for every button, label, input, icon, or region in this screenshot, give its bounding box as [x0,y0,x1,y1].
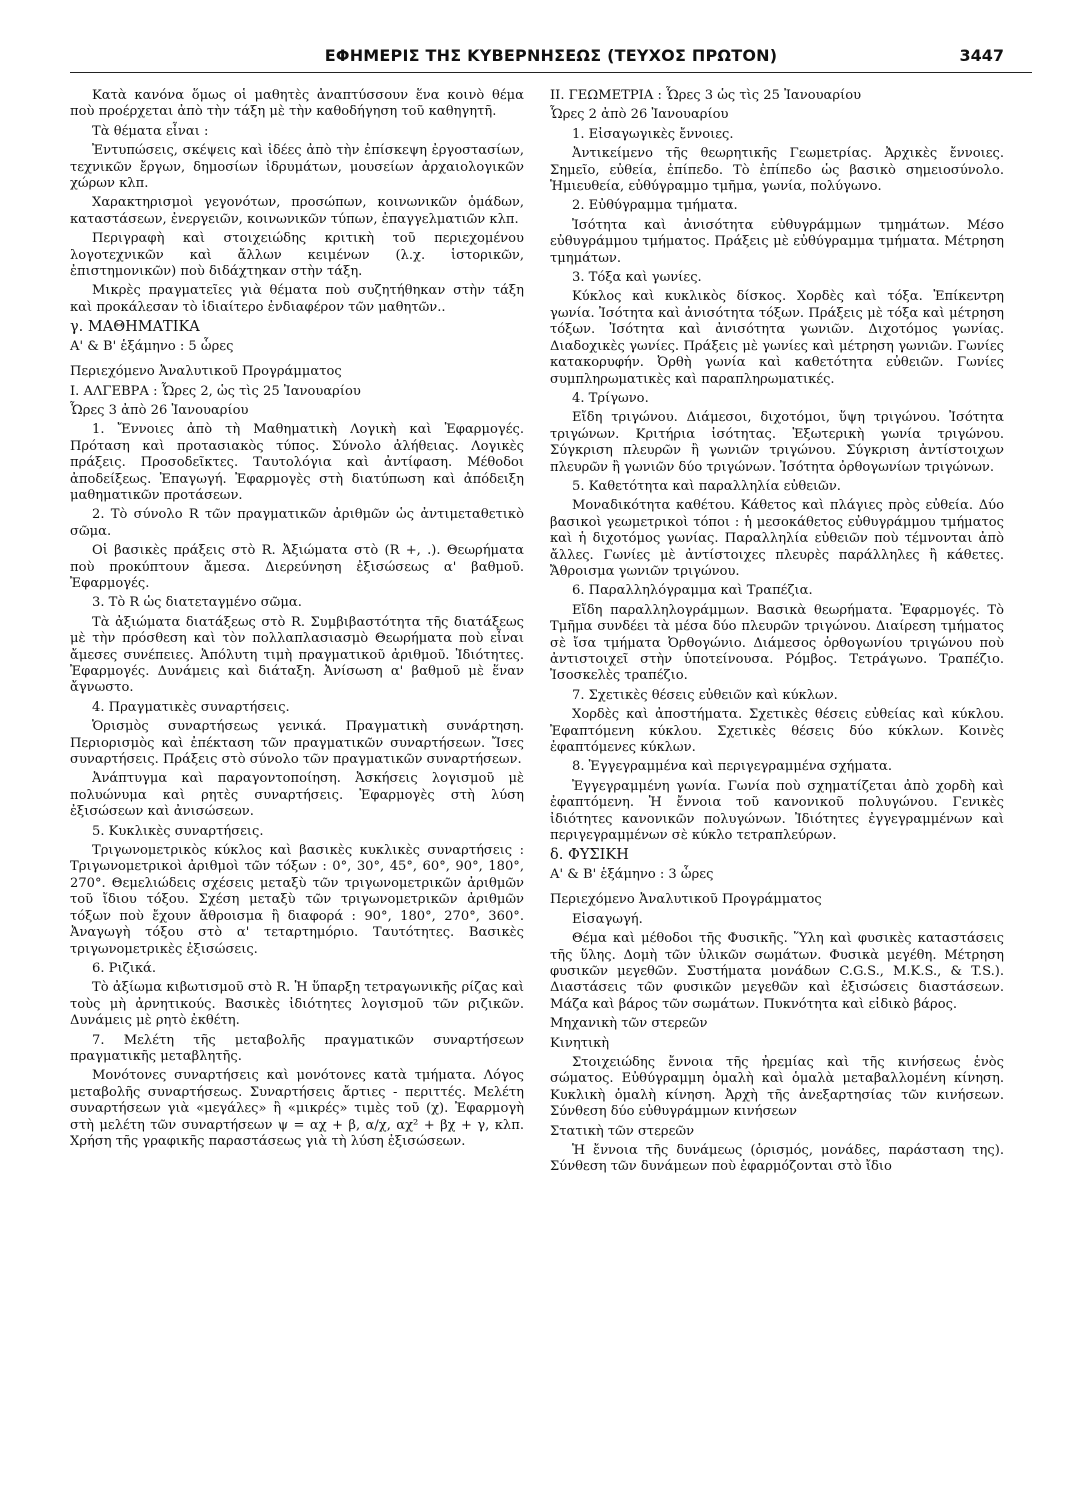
paragraph: Περιγραφὴ καὶ στοιχειώδης κριτικὴ τοῦ περιεχομένου λογοτεχνικῶν καὶ ἄλλων κειμένων (λ.χ. ἱστορικῶν, ἐπιστημονικῶν) ποὺ διδάχτηκαν στὴν τάξη. [70,231,524,280]
subheading: Στατικὴ τῶν στερεῶν [550,1123,695,1139]
paragraph: Ἐντυπώσεις, σκέψεις καὶ ἰδέες ἀπὸ τὴν ἐπίσκεψη ἐργοστασίων, τεχνικῶν ἔργων, δημοσίων ἱδρυμάτων, μουσείων ἀρχαιολογικῶν χώρων κλπ. [70,143,524,192]
paragraph: Στοιχειώδης ἔννοια τῆς ἠρεμίας καὶ τῆς κινήσεως ἑνὸς σώματος. Εὐθύγραμμη ὁμαλὴ καὶ ὁμαλὰ μεταβαλλομένη κίνηση. Κυκλικὴ ὁμαλὴ κίνηση. Ἀρχὴ τῆς ἀνεξαρτησίας τῶν κινήσεων. Σύνθεση δύο εὐθυγράμμων κινήσεων [550,1054,1004,1120]
paragraph: Ὁρισμὸς συναρτήσεως γενικά. Πραγματικὴ συνάρτηση. Περιορισμὸς καὶ ἐπέκταση τῶν πραγματικῶν συναρτήσεων. Ἴσες συναρτήσεις. Πράξεις στὸ σύνολο τῶν πραγματικῶν συναρτήσεων. [70,719,524,768]
header-rule [70,72,1032,73]
hours-note: Ὧρες 3 ἀπὸ 26 Ἰανουαρίου [70,402,249,418]
paragraph: 6. Παραλληλόγραμμα καὶ Τραπέζια. [572,583,813,599]
paragraph: 5. Κυκλικὲς συναρτήσεις. [92,823,264,839]
subheading: Α' & Β' ἑξάμηνο : 3 ὧρες [550,866,714,882]
paragraph: Μικρὲς πραγματεῖες γιὰ θέματα ποὺ συζητήθηκαν στὴν τάξη καὶ προκάλεσαν τὸ ἰδιαίτερο ἐνδιαφέρον τῶν μαθητῶν.. [70,283,524,315]
paragraph: 1. Εἰσαγωγικὲς ἔννοιες. [572,126,734,142]
subheading: Μηχανικὴ τῶν στερεῶν [550,1016,708,1032]
paragraph: Θέμα καὶ μέθοδοι τῆς Φυσικῆς. Ὕλη καὶ φυσικὲς καταστάσεις τῆς ὕλης. Δομὴ τῶν ὑλικῶν σωμάτων. Φυσικὰ μεγέθη. Μέτρηση φυσικῶν μεγεθῶν. Συστήματα μονάδων C.G.S., M.K.S., & T.S.). Διαστάσεις τῶν φυσικῶν μεγεθῶν καὶ ἐξισώσεις διαστάσεων. Μάζα καὶ βάρος τῶν σωμάτων. Πυκνότητα καὶ εἰδικὸ βάρος. [550,931,1004,1012]
paragraph: 4. Πραγματικὲς συναρτήσεις. [92,699,290,715]
paragraph: Μονότονες συναρτήσεις καὶ μονότονες κατὰ τμήματα. Λόγος μεταβολῆς συναρτήσεως. Συναρτήσεις ἄρτιες - περιττές. Μελέτη συναρτήσεων γιὰ «μεγάλες» ἢ «μικρές» τιμὲς τοῦ (χ). Ἐφαρμογὴ στὴ μελέτη τῶν συναρτήσεων ψ = αχ + β, α/χ, αχ² + βχ + γ, κλπ. Χρήση τῆς γραφικῆς παραστάσεως γιὰ τὴ λύση ἐξισώσεων. [70,1068,524,1149]
right-column [550,88,1004,1179]
subheading: Περιεχόμενο Ἀναλυτικοῦ Προγράμματος [70,364,342,380]
paragraph: 7. Σχετικὲς θέσεις εὐθειῶν καὶ κύκλων. [572,687,838,703]
paragraph: Χορδὲς καὶ ἀποστήματα. Σχετικὲς θέσεις εὐθείας καὶ κύκλου. Ἐφαπτόμενη κύκλου. Σχετικὲς θέσεις δύο κύκλων. Κοινὲς ἐφαπτόμενες κύκλων. [550,707,1004,756]
subheading: Ι. ΑΛΓΕΒΡΑ : Ὧρες 2, ὡς τὶς 25 Ἰανουαρίου [70,383,361,399]
hours-note: Ὧρες 2 ἀπὸ 26 Ἰανουαρίου [550,107,729,123]
subheading: Περιεχόμενο Ἀναλυτικοῦ Προγράμματος [550,892,822,908]
paragraph: 3. Τὸ R ὡς διατεταγμένο σῶμα. [92,595,302,611]
paragraph: 2. Τὸ σύνολο R τῶν πραγματικῶν ἀριθμῶν ὡς ἀντιμεταθετικὸ σῶμα. [70,507,524,539]
paragraph: Κατὰ κανόνα ὅμως οἱ μαθητὲς ἀναπτύσσουν ἕνα κοινὸ θέμα ποὺ προέρχεται ἀπὸ τὴν τάξη μὲ τὴν καθοδήγηση τοῦ καθηγητῆ. [70,88,524,120]
paragraph: 7. Μελέτη τῆς μεταβολῆς πραγματικῶν συναρτήσεων πραγματικῆς μεταβλητῆς. [70,1032,524,1064]
paragraph: Τριγωνομετρικὸς κύκλος καὶ βασικὲς κυκλικὲς συναρτήσεις : Τριγωνομετρικοὶ ἀριθμοὶ τῶν τόξων : 0°, 30°, 45°, 60°, 90°, 180°, 270°. Θεμελιώδεις σχέσεις μεταξὺ τῶν τριγωνομετρικῶν ἀριθμῶν τοῦ ἴδιου τόξου. Σχέση μεταξὺ τῶν τριγωνομετρικῶν ἀριθμῶν τόξων ποὺ ἔχουν ἄθροισμα ἢ διαφορά : 90°, 180°, 270°, 360°. Ἀναγωγὴ τόξου στὸ α' τεταρτημόριο. Ταυτότητες. Βασικὲς τριγωνομετρικὲς ἐξισώσεις. [70,843,524,957]
paragraph: Τὰ θέματα εἶναι : [92,123,209,139]
paragraph: Ἰσότητα καὶ ἀνισότητα εὐθυγράμμων τμημάτων. Μέσο εὐθυγράμμου τμήματος. Πράξεις μὲ εὐθύγραμμα τμήματα. Μέτρηση τμημάτων. [550,217,1004,266]
paragraph: 5. Καθετότητα καὶ παραλληλία εὐθειῶν. [572,478,841,494]
gazette-title: ΕΦΗΜΕΡΙΣ ΤΗΣ ΚΥΒΕΡΝΗΣΕΩΣ (ΤΕΥΧΟΣ ΠΡΩΤΟΝ) [324,46,778,65]
paragraph: Ἀντικείμενο τῆς θεωρητικῆς Γεωμετρίας. Ἀρχικὲς ἔννοιες. Σημεῖο, εὐθεία, ἐπίπεδο. Τὸ ἐπίπεδο ὡς βασικὸ σημειοσύνολο. Ἡμιευθεία, εὐθύγραμμο τμῆμα, γωνία, πολύγωνο. [550,146,1004,195]
paragraph: 4. Τρίγωνο. [572,390,649,406]
paragraph: Ἡ ἔννοια τῆς δυνάμεως (ὁρισμός, μονάδες, παράσταση της). Σύνθεση τῶν δυνάμεων ποὺ ἐφαρμόζονται στὸ ἴδιο [550,1142,1004,1175]
section-heading: γ. ΜΑΘΗΜΑΤΙΚΑ [70,319,200,336]
page-number: 3447 [959,46,1004,65]
paragraph: 8. Ἐγγεγραμμένα καὶ περιγεγραμμένα σχήματα. [572,759,892,775]
paragraph: Οἱ βασικὲς πράξεις στὸ R. Ἀξιώματα στὸ (R +, .). Θεωρήματα ποὺ προκύπτουν ἄμεσα. Διερεύνηση ἐξισώσεως α' βαθμοῦ. Ἐφαρμογές. [70,543,524,591]
paragraph: Τὰ ἀξιώματα διατάξεως στὸ R. Συμβιβαστότητα τῆς διατάξεως μὲ τὴν πρόσθεση καὶ τὸν πολλαπλασιασμὸ Θεωρήματα ποὺ εἶναι ἄμεσες συνέπειες. Ἀπόλυτη τιμὴ πραγματικοῦ ἀριθμοῦ. Ἰδιότητες. Ἐφαρμογές. Δυνάμεις καὶ διάταξη. Ἀνίσωση α' βαθμοῦ μὲ ἕναν ἄγνωστο. [70,614,524,696]
paragraph: 2. Εὐθύγραμμα τμήματα. [572,198,738,214]
paragraph: 3. Τόξα καὶ γωνίες. [572,270,702,286]
paragraph: 1. Ἔννοιες ἀπὸ τὴ Μαθηματικὴ Λογικὴ καὶ Ἐφαρμογές. Πρόταση καὶ προτασιακὸς τύπος. Σύνολο ἀλήθειας. Λογικὲς πράξεις. Προσοδεῖκτες. Ταυτολόγια καὶ ἀντίφαση. Μέθοδοι ἀποδείξεως. Ἐπαγωγή. Ἐφαρμογὲς στὴ διατύπωση καὶ ἀπόδειξη μαθηματικῶν προτάσεων. [70,422,524,503]
subheading: Α' & Β' ἑξάμηνο : 5 ὧρες [70,338,234,354]
subheading: ΙΙ. ΓΕΩΜΕΤΡΙΑ : Ὧρες 3 ὡς τὶς 25 Ἰανουαρίου [550,88,862,103]
paragraph: Κύκλος καὶ κυκλικὸς δίσκος. Χορδὲς καὶ τόξα. Ἐπίκεντρη γωνία. Ἰσότητα καὶ ἀνισότητα τόξων. Πράξεις μὲ τόξα καὶ μέτρηση τόξων. Ἰσότητα καὶ ἀνισότητα γωνιῶν. Διχοτόμος γωνίας. Διαδοχικὲς γωνίες. Πράξεις μὲ γωνίες καὶ μέτρηση γωνιῶν. Γωνίες κατακορυφήν. Ὀρθὴ γωνία καὶ καθετότητα εὐθειῶν. Γωνίες συμπληρωματικὲς καὶ παραπληρωματικές. [550,289,1004,387]
paragraph: Ἀνάπτυγμα καὶ παραγοντοποίηση. Ἀσκήσεις λογισμοῦ μὲ πολυώνυμα καὶ ρητὲς συναρτήσεις. Ἐφαρμογὲς στὴ λύση ἐξισώσεων καὶ ἀνισώσεων. [70,771,524,820]
page-header [70,42,1032,76]
paragraph: Χαρακτηρισμοὶ γεγονότων, προσώπων, κοινωνικῶν ὁμάδων, καταστάσεων, ἐνεργειῶν, κοινωνικῶν τύπων, ἐπαγγελματιῶν κλπ. [70,195,524,227]
subheading: Κινητικὴ [550,1035,610,1051]
section-heading: δ. ΦΥΣΙΚΗ [550,847,629,864]
paragraph: Μοναδικότητα καθέτου. Κάθετος καὶ πλάγιες πρὸς εὐθεία. Δύο βασικοὶ γεωμετρικοὶ τόποι : ἡ μεσοκάθετος εὐθυγράμμου τμήματος καὶ ἡ διχοτόμος γωνίας. Παραλληλία εὐθειῶν ποὺ τέμνονται ἀπὸ ἄλλες. Γωνίες μὲ ἀντίστοιχες πλευρὲς παράλληλες ἢ κάθετες. Ἄθροισμα γωνιῶν τριγώνου. [550,498,1004,579]
paragraph: Εἴδη τριγώνου. Διάμεσοι, διχοτόμοι, ὕψη τριγώνου. Ἰσότητα τριγώνων. Κριτήρια ἰσότητας. Ἐξωτερικὴ γωνία τριγώνου. Σύγκριση πλευρῶν ἢ γωνιῶν τριγώνου. Σύγκριση ἀντίστοιχων πλευρῶν ἢ γωνιῶν δύο τριγώνων. Ἰσότητα ὀρθογωνίων τριγώνων. [550,410,1004,475]
left-column [70,88,524,1179]
paragraph: Ἐγγεγραμμένη γωνία. Γωνία ποὺ σχηματίζεται ἀπὸ χορδὴ καὶ ἐφαπτόμενη. Ἡ ἔννοια τοῦ κανονικοῦ πολυγώνου. Γενικὲς ἰδιότητες κανονικῶν πολυγώνων. Ἰδιότητες ἐγγεγραμμένων καὶ περιγεγραμμένων σὲ κύκλο τετραπλεύρων. [550,778,1004,844]
paragraph: 6. Ριζικά. [92,960,157,976]
paragraph: Εἴδη παραλληλογράμμων. Βασικὰ θεωρήματα. Ἐφαρμογές. Τὸ Τμῆμα συνδέει τὰ μέσα δύο πλευρῶν τριγώνου. Διαίρεση τμήματος σὲ ἴσα τμήματα Ὀρθογώνιο. Διάμεσος ὀρθογωνίου τριγώνου ποὺ ἀντιστοιχεῖ στὴν ὑποτείνουσα. Ρόμβος. Τετράγωνο. Τραπέζιο. Ἰσοσκελὲς τραπέζιο. [550,602,1004,684]
paragraph: Εἰσαγωγή. [572,911,643,927]
paragraph: Τὸ ἀξίωμα κιβωτισμοῦ στὸ R. Ἡ ὕπαρξη τετραγωνικῆς ρίζας καὶ τοὺς μὴ ἀρνητικούς. Βασικὲς ἰδιότητες λογισμοῦ τῶν ριζικῶν. Δυνάμεις μὲ ρητὸ ἐκθέτη. [70,980,524,1029]
